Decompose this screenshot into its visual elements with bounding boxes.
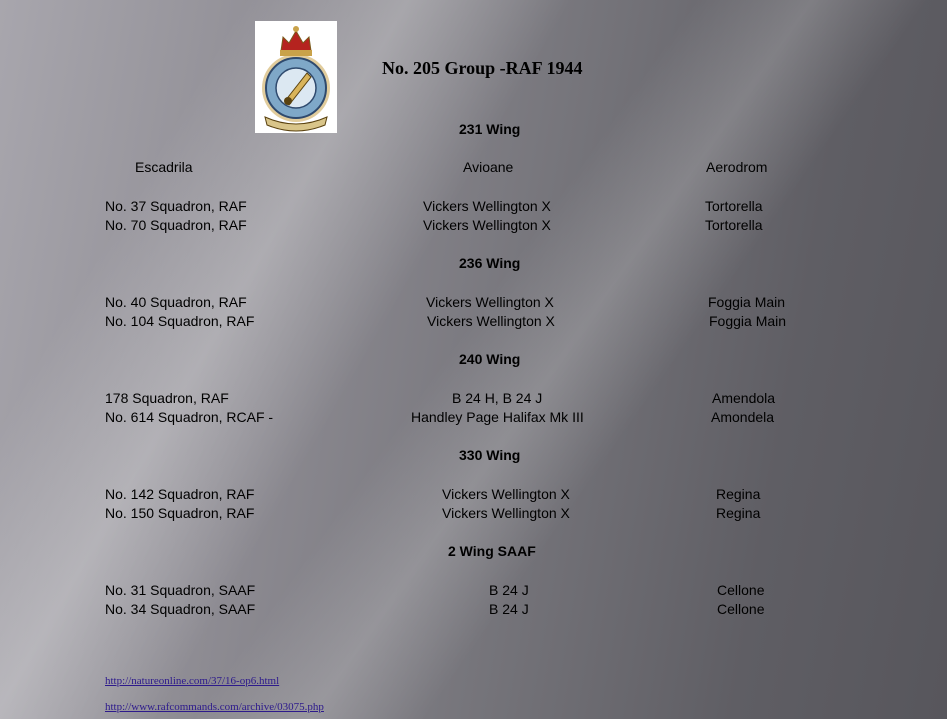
squadron-badge-image bbox=[255, 21, 337, 133]
airfield-cell: Tortorella bbox=[705, 217, 763, 233]
aircraft-cell: Vickers Wellington X bbox=[423, 198, 551, 214]
squadron-cell: No. 614 Squadron, RCAF - bbox=[105, 409, 274, 425]
aircraft-cell: Vickers Wellington X bbox=[442, 505, 570, 521]
aircraft-cell: Vickers Wellington X bbox=[423, 217, 551, 233]
airfield-cell: Regina bbox=[716, 505, 761, 521]
wing-heading: 2 Wing SAAF bbox=[448, 543, 536, 559]
aircraft-cell: B 24 J bbox=[489, 582, 529, 598]
airfield-cell: Foggia Main bbox=[709, 313, 787, 329]
squadron-cell: No. 150 Squadron, RAF bbox=[105, 505, 255, 521]
squadron-cell: No. 37 Squadron, RAF bbox=[105, 198, 247, 214]
squadron-cell: No. 142 Squadron, RAF bbox=[105, 486, 255, 502]
airfield-cell: Cellone bbox=[717, 601, 765, 617]
airfield-cell: Amondela bbox=[711, 409, 775, 425]
squadron-cell: No. 31 Squadron, SAAF bbox=[105, 582, 256, 598]
airfield-cell: Foggia Main bbox=[708, 294, 786, 310]
wing-heading: 330 Wing bbox=[459, 447, 521, 463]
aircraft-cell: Vickers Wellington X bbox=[426, 294, 554, 310]
column-header-squadron: Escadrila bbox=[135, 159, 193, 175]
column-header-aircraft: Avioane bbox=[463, 159, 514, 175]
squadron-cell: 178 Squadron, RAF bbox=[105, 390, 229, 406]
squadron-cell: No. 104 Squadron, RAF bbox=[105, 313, 255, 329]
airfield-cell: Cellone bbox=[717, 582, 765, 598]
aircraft-cell: Handley Page Halifax Mk III bbox=[411, 409, 584, 425]
source-link[interactable]: http://natureonline.com/37/16-op6.html bbox=[105, 675, 280, 687]
badge-emblem-icon bbox=[255, 21, 337, 133]
aircraft-cell: B 24 H, B 24 J bbox=[452, 390, 543, 406]
wing-heading: 236 Wing bbox=[459, 255, 521, 271]
squadron-cell: No. 70 Squadron, RAF bbox=[105, 217, 247, 233]
aircraft-cell: Vickers Wellington X bbox=[442, 486, 570, 502]
airfield-cell: Regina bbox=[716, 486, 761, 502]
page-title: No. 205 Group -RAF 1944 bbox=[382, 58, 583, 78]
airfield-cell: Tortorella bbox=[705, 198, 763, 214]
airfield-cell: Amendola bbox=[712, 390, 776, 406]
wing-heading: 240 Wing bbox=[459, 351, 521, 367]
squadron-cell: No. 40 Squadron, RAF bbox=[105, 294, 247, 310]
wing-heading: 231 Wing bbox=[459, 121, 521, 137]
aircraft-cell: Vickers Wellington X bbox=[427, 313, 555, 329]
source-link[interactable]: http://www.rafcommands.com/archive/03075.php bbox=[105, 701, 324, 713]
column-header-airfield: Aerodrom bbox=[706, 159, 768, 175]
squadron-cell: No. 34 Squadron, SAAF bbox=[105, 601, 256, 617]
aircraft-cell: B 24 J bbox=[489, 601, 529, 617]
